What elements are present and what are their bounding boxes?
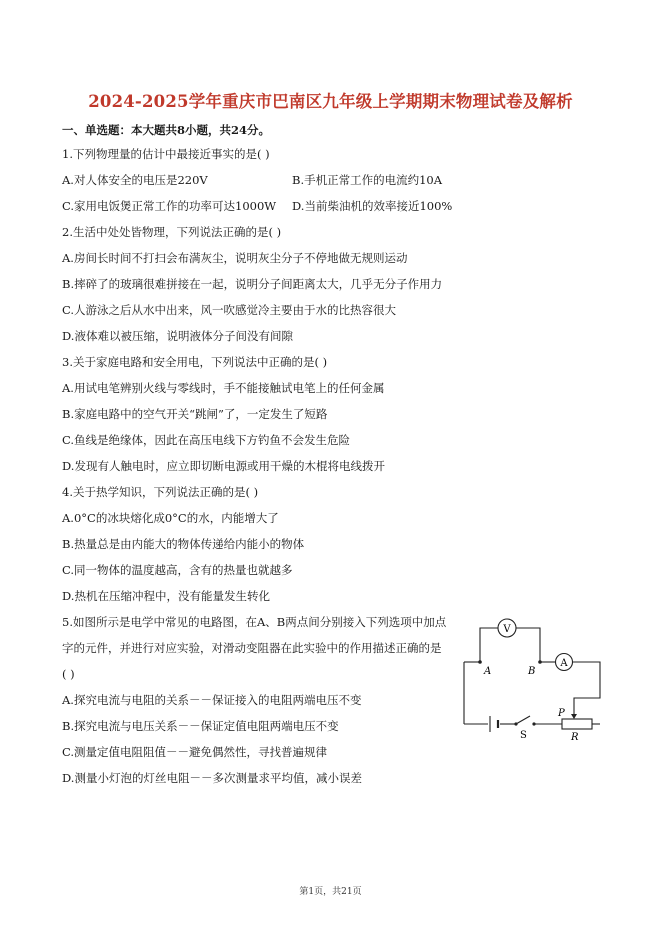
rheostat-label: R — [571, 732, 579, 743]
document-title: 2024-2025学年重庆市巴南区九年级上学期期末物理试卷及解析 — [88, 92, 573, 111]
slider-arrow-icon — [571, 714, 577, 719]
point-a-label: A — [484, 666, 492, 677]
circuit-diagram — [458, 612, 608, 747]
question-3-option-d: D.发现有人触电时，应立即切断电源或用干燥的木棍将电线拨开 — [62, 459, 385, 473]
switch-dot-left — [514, 722, 517, 725]
question-4-stem: 4.关于热学知识，下列说法正确的是( ) — [62, 485, 259, 499]
question-1-option-b: B.手机正常工作的电流约10A — [292, 173, 443, 187]
wire-voltmeter-right — [516, 628, 540, 662]
question-5-stem-line-3: ( ) — [62, 667, 75, 681]
question-4-option-b: B.热量总是由内能大的物体传递给内能小的物体 — [62, 537, 305, 551]
question-4-option-c: C.同一物体的温度越高，含有的热量也就越多 — [62, 563, 293, 577]
question-1-option-d: D.当前柴油机的效率接近100% — [292, 199, 453, 213]
rheostat-body — [562, 719, 592, 729]
question-2-option-b: B.摔碎了的玻璃很难拼接在一起，说明分子间距离太大，几乎无分子作用力 — [62, 277, 443, 291]
point-b-dot — [538, 660, 542, 664]
question-4-option-d: D.热机在压缩冲程中，没有能量发生转化 — [62, 589, 270, 603]
question-5-option-a: A.探究电流与电阻的关系－－保证接入的电阻两端电压不变 — [62, 693, 362, 707]
question-3-stem: 3.关于家庭电路和安全用电，下列说法中正确的是( ) — [62, 355, 328, 369]
question-5-option-c: C.测量定值电阻阻值－－避免偶然性，寻找普遍规律 — [62, 745, 328, 759]
question-2-option-d: D.液体难以被压缩，说明液体分子间没有间隙 — [62, 329, 293, 343]
point-a-dot — [478, 660, 482, 664]
wire-right — [572, 662, 600, 698]
switch-lever — [516, 716, 530, 724]
question-3-option-a: A.用试电笔辨别火线与零线时，手不能接触试电笔上的任何金属 — [62, 381, 385, 395]
question-2-option-a: A.房间长时间不打扫会布满灰尘，说明灰尘分子不停地做无规则运动 — [62, 251, 408, 265]
point-b-label: B — [528, 666, 536, 677]
wire-voltmeter-left — [480, 628, 498, 662]
switch-label: S — [520, 730, 527, 741]
question-5-stem-line-2: 字的元件，并进行对应实验，对滑动变阻器在此实验中的作用描述正确的是 — [62, 641, 442, 655]
question-3-option-c: C.鱼线是绝缘体，因此在高压电线下方钓鱼不会发生危险 — [62, 433, 351, 447]
question-1-option-c: C.家用电饭煲正常工作的功率可达1000W — [62, 199, 277, 213]
page-footer: 第1页，共21页 — [299, 887, 362, 897]
ammeter-label: A — [560, 658, 568, 669]
voltmeter-label: V — [503, 624, 511, 635]
question-2-option-c: C.人游泳之后从水中出来，风一吹感觉冷主要由于水的比热容很大 — [62, 303, 397, 317]
question-4-option-a: A.0°C的冰块熔化成0°C的水，内能增大了 — [62, 511, 279, 525]
question-1-stem: 1.下列物理量的估计中最接近事实的是( ) — [62, 147, 270, 161]
question-2-stem: 2.生活中处处皆物理，下列说法正确的是( ) — [62, 225, 282, 239]
question-5-option-d: D.测量小灯泡的灯丝电阻－－多次测量求平均值，减小误差 — [62, 771, 362, 785]
question-1-option-a: A.对人体安全的电压是220V — [62, 173, 208, 187]
section-heading: 一、单选题：本大题共8小题，共24分。 — [62, 123, 271, 137]
slider-label: P — [558, 708, 565, 719]
switch-dot-right — [532, 722, 535, 725]
question-5-option-b: B.探究电流与电压关系－－保证定值电阻两端电压不变 — [62, 719, 339, 733]
question-5-stem-line-1: 5.如图所示是电学中常见的电路图，在A、B两点间分别接入下列选项中加点 — [62, 615, 447, 629]
question-3-option-b: B.家庭电路中的空气开关“跳闸”了，一定发生了短路 — [62, 407, 328, 421]
